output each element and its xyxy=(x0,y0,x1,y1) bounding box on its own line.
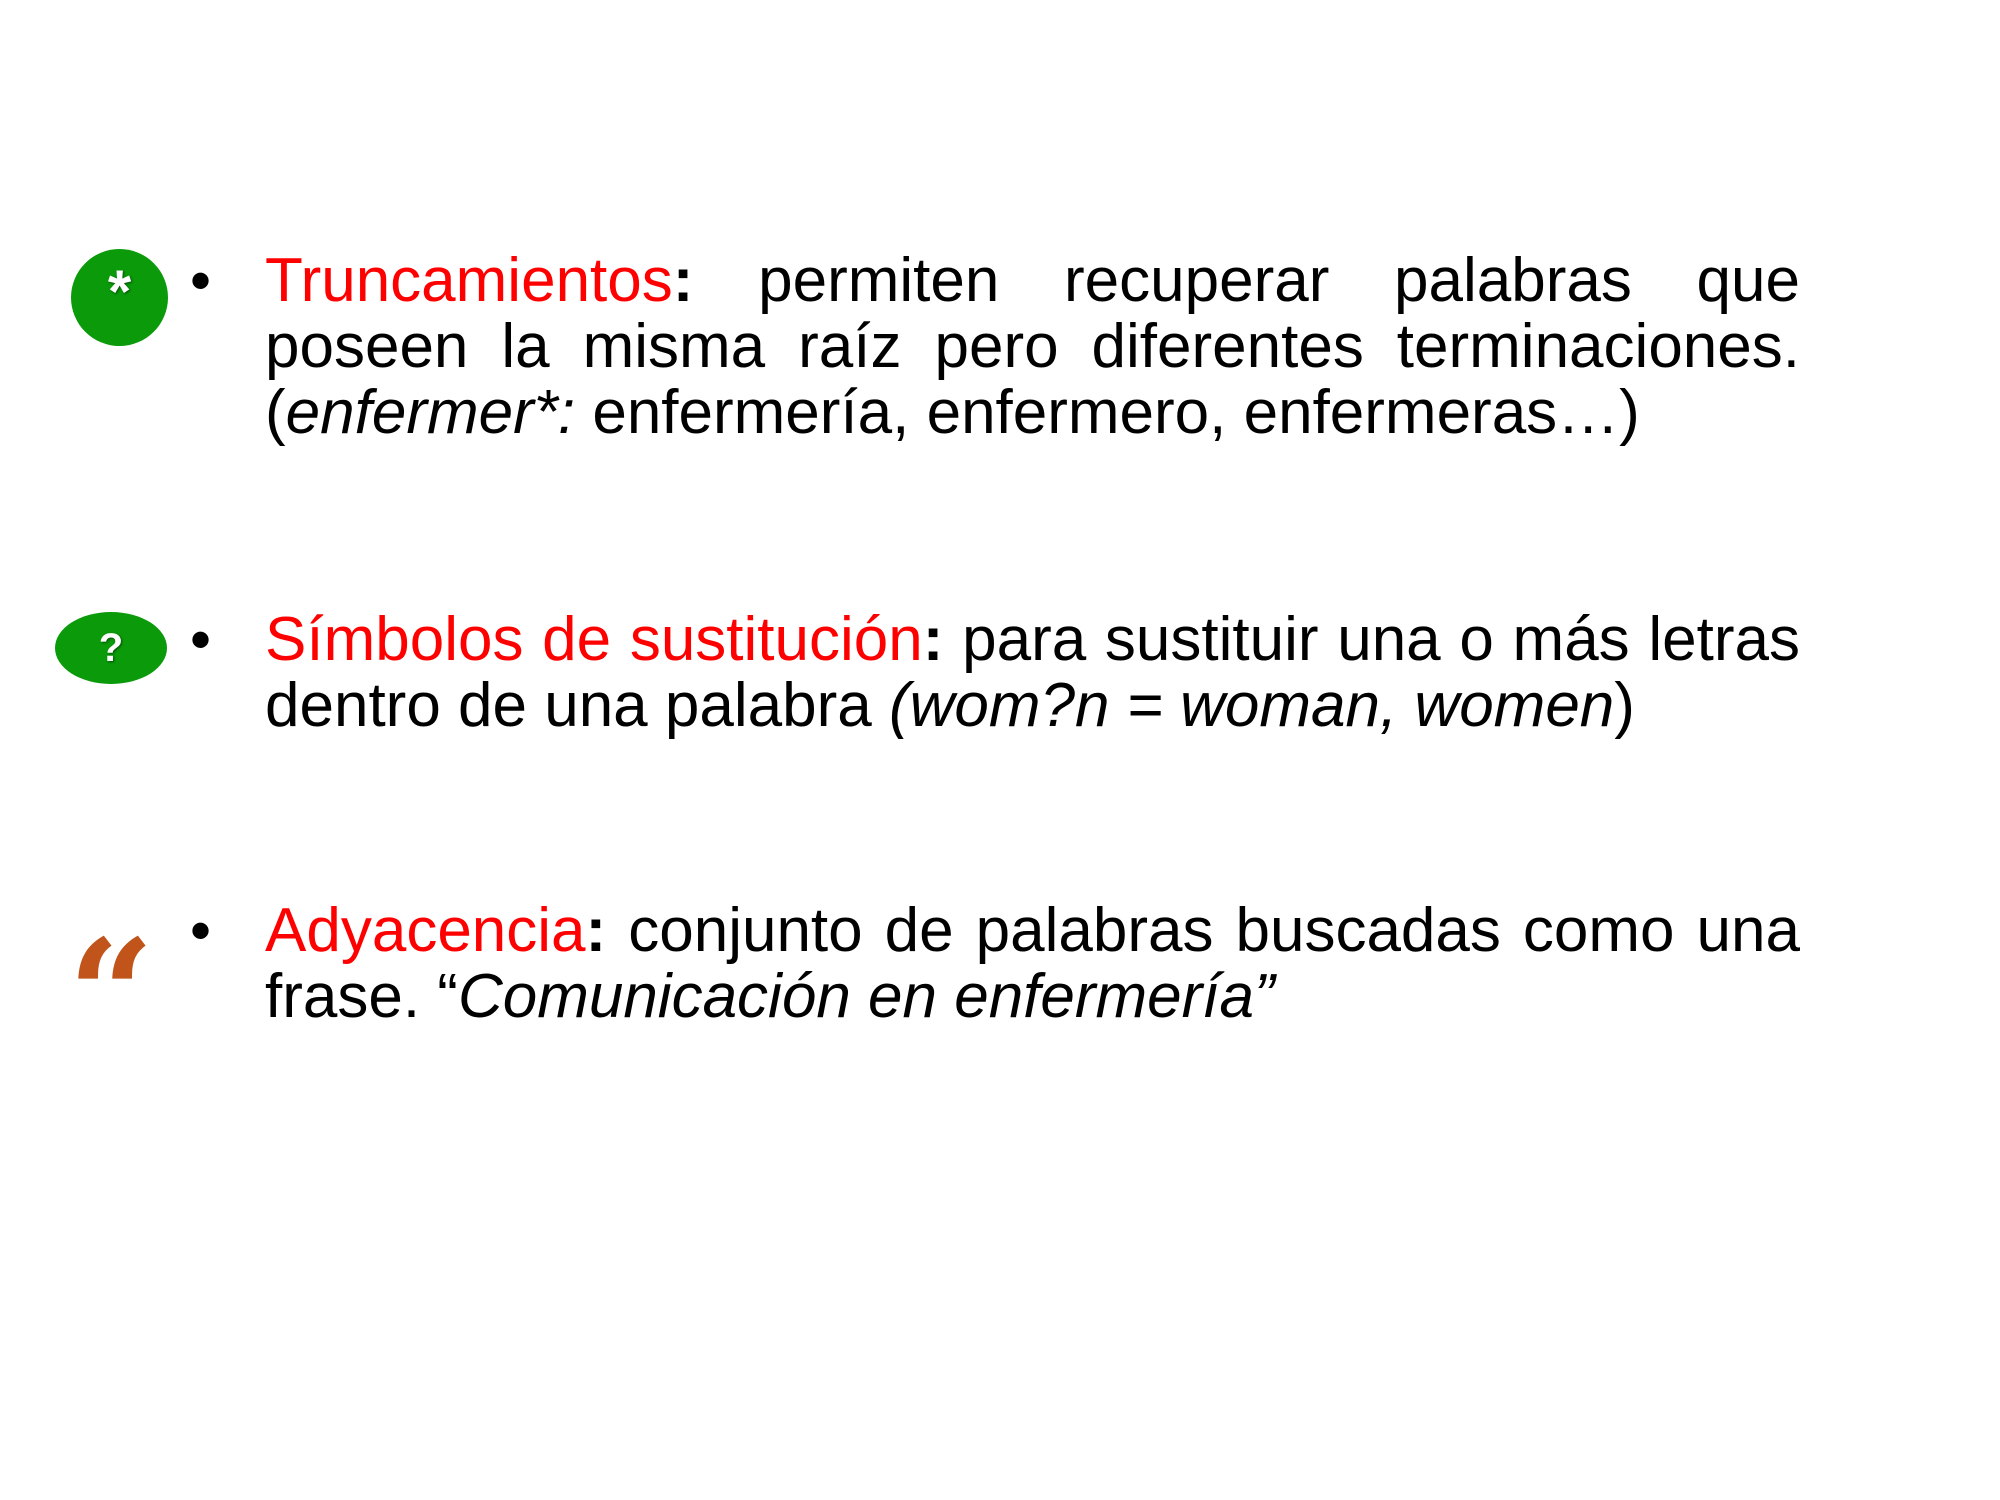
item-example-italic: Comunicación en enfermería” xyxy=(457,962,1275,1031)
term-colon: : xyxy=(585,896,607,965)
term-label: Símbolos de sustitución xyxy=(265,605,923,674)
item-example-italic: (wom?n = woman, women xyxy=(888,671,1615,740)
term-colon: : xyxy=(922,605,944,674)
term-label: Truncamientos xyxy=(265,246,673,315)
bullet-point: • xyxy=(190,247,212,314)
bullet-point: • xyxy=(190,606,212,673)
term-label: Adyacencia xyxy=(265,896,586,965)
item-description: permiten recuperar palabras que poseen la misma raíz pero diferentes terminaciones. ( xyxy=(265,246,1800,447)
list-item-adyacencia xyxy=(265,898,1800,1030)
term-colon: : xyxy=(672,246,694,315)
item-example-rest: enfermería, enfermero, enfermeras…) xyxy=(575,378,1640,447)
quotation-mark-icon: “ xyxy=(68,907,143,1083)
item-description: conjunto de palabras buscadas como una frase. “ xyxy=(265,896,1800,1031)
question-mark-badge-icon: ? xyxy=(55,612,167,684)
item-example-rest: ) xyxy=(1614,671,1635,740)
list-item-simbolos-de-sustitucion xyxy=(265,607,1800,739)
list-item-truncamientos xyxy=(265,248,1800,446)
item-example-italic: enfermer*: xyxy=(285,378,576,447)
asterisk-badge-icon: * xyxy=(71,249,168,346)
bullet-point: • xyxy=(190,897,212,964)
item-description: para sustituir una o más letras dentro de una palabra xyxy=(265,605,1800,740)
